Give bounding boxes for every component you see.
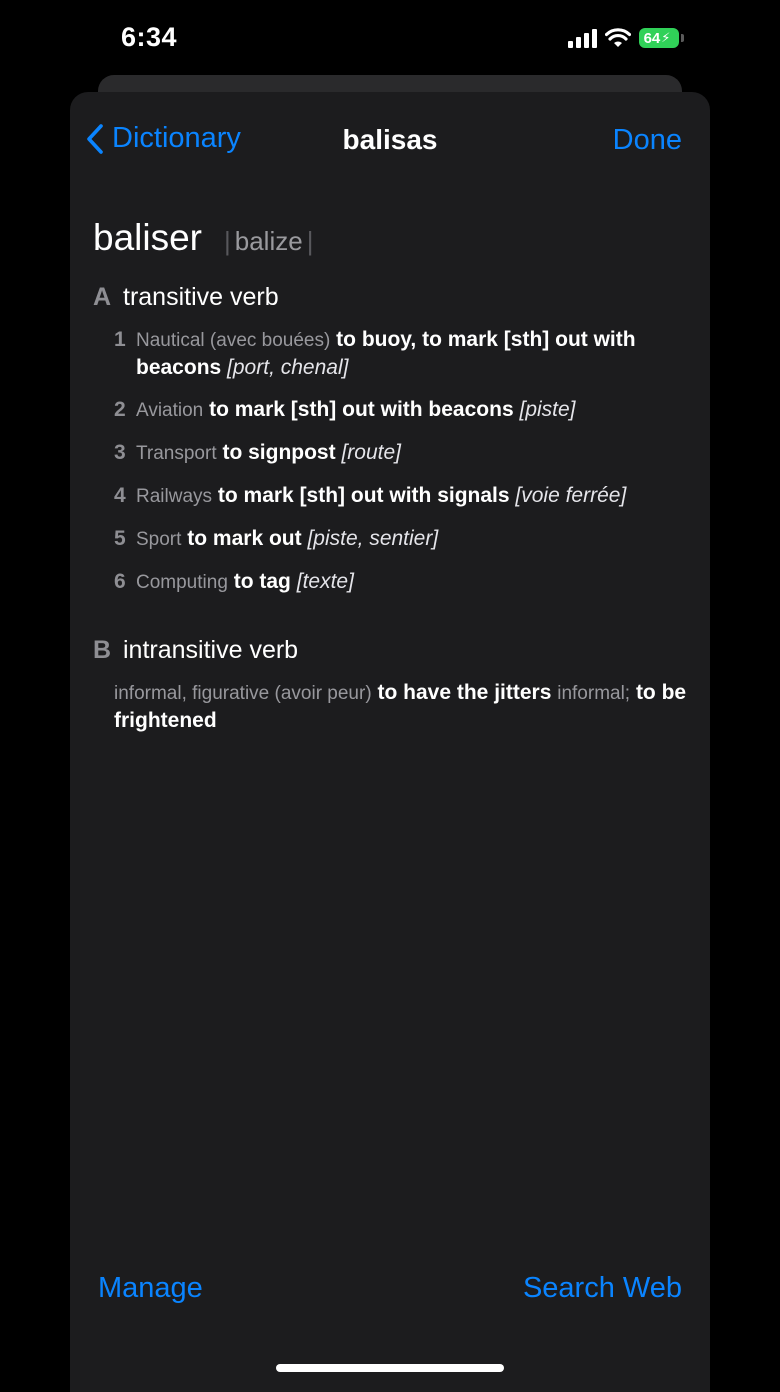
wifi-icon [605, 28, 631, 48]
battery-icon [639, 28, 679, 48]
sense-item [93, 396, 688, 424]
sense-number: 1 [114, 328, 126, 351]
sense-label: Sport [136, 529, 182, 550]
sense-gloss: to mark [sth] out with beacons [209, 398, 514, 421]
pronunciation: | balize | [224, 226, 314, 256]
pos-letter: B [93, 636, 112, 664]
manage-button[interactable]: Manage [98, 1272, 203, 1304]
sense-item [93, 439, 688, 467]
sense-label: Railways [136, 486, 213, 507]
sense-context: [piste, sentier] [307, 527, 439, 550]
sense-item [93, 568, 688, 596]
pos-label: transitive verb [123, 283, 279, 311]
sense-gloss: to buoy, to mark [sth] out with beacons [136, 328, 636, 379]
search-web-button[interactable]: Search Web [522, 1272, 682, 1304]
sense-item [93, 482, 688, 510]
back-label: Dictionary [112, 122, 241, 154]
sense-number: 2 [114, 398, 126, 421]
sense-context: [voie ferrée] [515, 484, 627, 507]
status-time: 6:34 [121, 22, 178, 52]
dictionary-entry [93, 217, 688, 734]
sense-context: [route] [341, 441, 401, 464]
sense-item-b [93, 679, 688, 734]
pronunciation-text: balize [234, 226, 303, 256]
sense-number: 4 [114, 484, 126, 507]
sense-context: [texte] [296, 570, 354, 593]
pos-label: intransitive verb [123, 636, 299, 664]
dictionary-sheet [70, 92, 710, 1392]
sense-gloss: to be frightened [114, 681, 687, 732]
sense-gloss: to have the jitters [377, 681, 552, 704]
sense-label: informal, figurative (avoir peur) [114, 683, 372, 704]
battery-level: 64 [643, 29, 661, 47]
status-icons [568, 28, 684, 48]
navigation-bar [70, 92, 710, 188]
charging-bolt-icon: ⚡ [661, 30, 671, 45]
sense-context: [piste] [519, 398, 576, 421]
headword: baliser [93, 217, 202, 258]
sense-gloss: to tag [233, 570, 291, 593]
sense-gloss: to signpost [222, 441, 336, 464]
sense-number: 3 [114, 441, 126, 464]
sense-item [93, 525, 688, 553]
bottom-toolbar [70, 1272, 710, 1332]
sense-gloss: to mark out [187, 527, 302, 550]
sense-label: Computing [136, 572, 228, 593]
done-button[interactable]: Done [612, 124, 682, 156]
sense-number: 5 [114, 527, 126, 550]
sense-label: Aviation [136, 400, 204, 421]
sense-number: 6 [114, 570, 126, 593]
page-title: balisas [342, 124, 438, 155]
sense-gloss: to mark [sth] out with signals [217, 484, 510, 507]
part-of-speech-a [93, 283, 688, 312]
sense-context: [port, chenal] [227, 356, 349, 379]
cellular-signal-icon [568, 28, 597, 48]
battery-nub [681, 34, 684, 42]
sense-label: informal; [557, 683, 631, 704]
sense-label: Nautical (avec bouées) [136, 330, 331, 351]
part-of-speech-b [93, 636, 688, 665]
home-indicator[interactable] [276, 1364, 504, 1372]
pos-letter: A [93, 283, 112, 311]
status-bar [0, 0, 780, 80]
sense-item [93, 326, 688, 381]
headword-row [93, 217, 688, 259]
sense-label: Transport [136, 443, 217, 464]
